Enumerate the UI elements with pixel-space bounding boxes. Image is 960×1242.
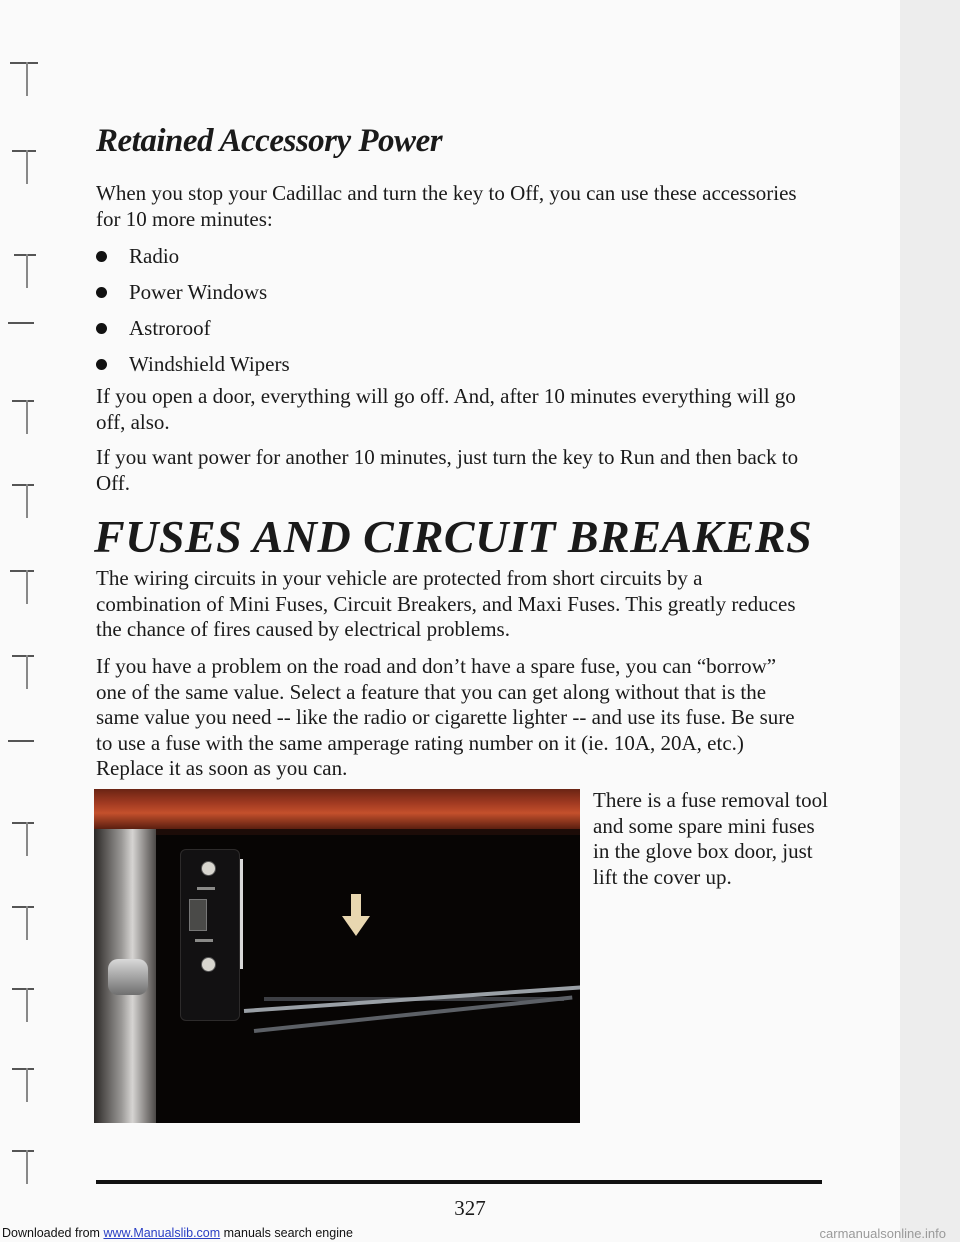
- margin-mark: [0, 740, 80, 780]
- margin-mark: [0, 1068, 80, 1108]
- list-item-text: Windshield Wipers: [129, 352, 290, 376]
- footer: [0, 1226, 960, 1242]
- fuse-puller: [189, 899, 207, 931]
- margin-mark: [0, 150, 80, 190]
- manualslib-link[interactable]: www.Manualslib.com: [103, 1226, 221, 1240]
- bullet-icon: [96, 323, 107, 334]
- borrow-paragraph: If you have a problem on the road and don’t have a spare fuse, you can “borrow” one of the same value. Select a feature that you can get along without that is the same value you need -- like the radio or cigarette lighter -- and use its fuse. Be sure to use a fuse with the same amperage rating number on it (ie. 10A, 20A, etc.) Replace it as soon as you can.: [96, 654, 795, 780]
- section-heading: Retained Accessory Power: [96, 123, 443, 159]
- list-item: [96, 346, 290, 382]
- screw-icon: [201, 957, 216, 972]
- margin-mark: [0, 655, 80, 695]
- margin-mark: [0, 400, 80, 440]
- list-item-text: Power Windows: [129, 280, 268, 304]
- margin-mark: [0, 1150, 80, 1190]
- page-number: 327: [454, 1196, 486, 1220]
- margin-mark: [0, 570, 80, 610]
- bullet-icon: [96, 359, 107, 370]
- door-paragraph: If you open a door, everything will go off. And, after 10 minutes everything will go off, also.: [96, 384, 796, 434]
- list-item-text: Astroroof: [129, 316, 211, 340]
- list-item: [96, 310, 290, 346]
- list-item: [96, 238, 290, 274]
- screw-icon: [201, 861, 216, 876]
- margin-mark: [0, 62, 80, 102]
- bullet-icon: [96, 287, 107, 298]
- photo-caption: There is a fuse removal tool and some spare mini fuses in the glove box door, just lift the cover up.: [593, 788, 828, 889]
- margin-mark: [0, 484, 80, 524]
- protection-paragraph: The wiring circuits in your vehicle are protected from short circuits by a combination of Mini Fuses, Circuit Breakers, and Maxi Fuses. This greatly reduces the chance of fires caused by electrical problems.: [96, 566, 796, 641]
- download-notice: Downloaded from www.Manualslib.com manuals search engine: [2, 1226, 353, 1240]
- arrow-down-icon: [342, 894, 370, 941]
- accessory-list: [96, 238, 290, 382]
- margin-mark: [0, 906, 80, 946]
- margin-mark: [0, 322, 80, 362]
- divider: [96, 1180, 822, 1184]
- glove-box-photo: [94, 789, 580, 1123]
- margin-mark: [0, 822, 80, 862]
- list-item-text: Radio: [129, 244, 180, 268]
- margin-mark: [0, 254, 80, 294]
- watermark: carmanualsonline.info: [819, 1226, 946, 1241]
- scan-edge-shade: [900, 0, 960, 1242]
- bullet-icon: [96, 251, 107, 262]
- intro-paragraph: When you stop your Cadillac and turn the key to Off, you can use these accessories for 10 more minutes:: [96, 181, 797, 231]
- margin-mark: [0, 988, 80, 1028]
- list-item: [96, 274, 290, 310]
- power-paragraph: If you want power for another 10 minutes, just turn the key to Run and then back to Off.: [96, 445, 799, 495]
- main-heading: FUSES AND CIRCUIT BREAKERS: [94, 511, 813, 562]
